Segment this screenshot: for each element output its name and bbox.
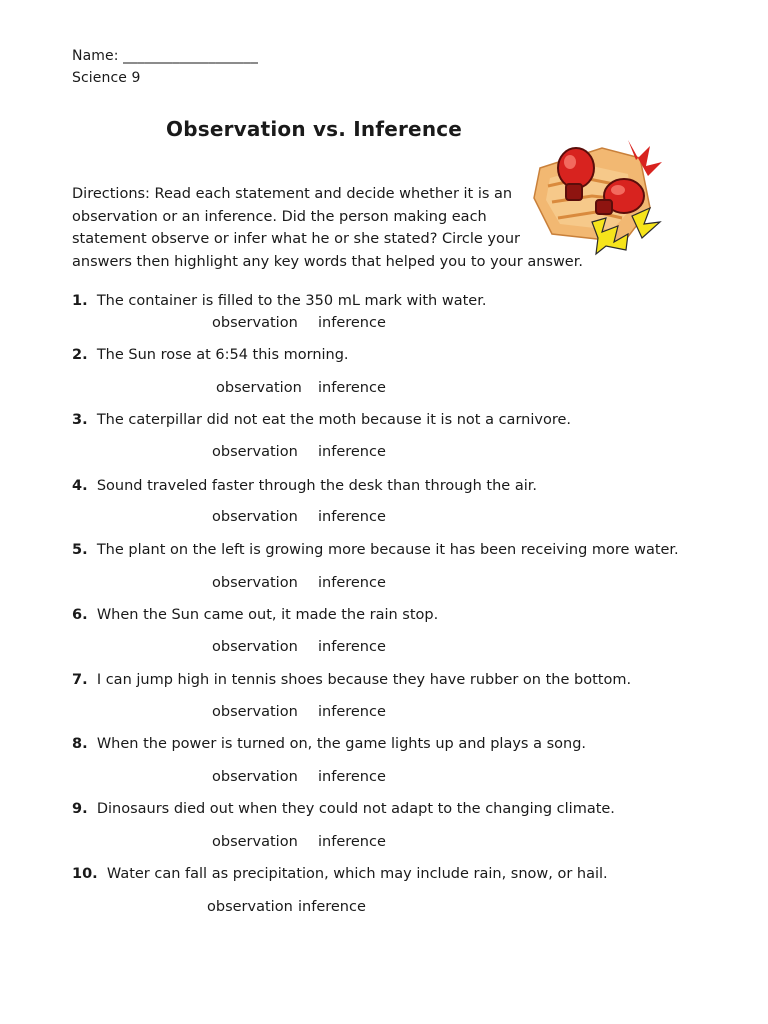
question-statement (72, 478, 537, 494)
class-label: Science 9 (72, 70, 141, 86)
choice-observation[interactable]: observation (212, 509, 298, 525)
question-text: When the power is turned on, the game lights up and plays a song. (96, 736, 587, 752)
question-statement (72, 736, 586, 752)
question-statement (72, 347, 349, 363)
page-title: Observation vs. Inference (166, 117, 463, 141)
choice-inference[interactable]: inference (318, 704, 386, 720)
question-number: 9. (72, 801, 88, 817)
question-text: Sound traveled faster through the desk than through the air. (96, 478, 537, 494)
question-statement (72, 672, 631, 688)
question-text: The plant on the left is growing more because it has been receiving more water. (96, 542, 679, 558)
choice-inference[interactable]: inference (318, 444, 386, 460)
question-statement (72, 542, 679, 558)
choice-inference[interactable]: inference (318, 509, 386, 525)
question-text: The caterpillar did not eat the moth because it is not a carnivore. (96, 412, 571, 428)
question-text: The Sun rose at 6:54 this morning. (96, 347, 349, 363)
choice-observation[interactable]: observation (207, 899, 293, 915)
choice-observation[interactable]: observation (212, 315, 298, 331)
choice-observation[interactable]: observation (212, 704, 298, 720)
choice-inference[interactable]: inference (318, 315, 386, 331)
choice-observation[interactable]: observation (212, 834, 298, 850)
question-number: 3. (72, 412, 88, 428)
question-text: Water can fall as precipitation, which may include rain, snow, or hail. (106, 866, 608, 882)
question-statement (72, 293, 486, 309)
directions-line: answers then highlight any key words that helped you to your answer. (72, 253, 583, 270)
choice-observation[interactable]: observation (212, 575, 298, 591)
question-number: 6. (72, 607, 88, 623)
question-statement (72, 801, 615, 817)
question-number: 5. (72, 542, 88, 558)
question-statement (72, 866, 608, 882)
choice-observation[interactable]: observation (212, 639, 298, 655)
question-number: 7. (72, 672, 88, 688)
choice-inference[interactable]: inference (318, 380, 386, 396)
question-number: 10. (72, 866, 98, 882)
question-number: 8. (72, 736, 88, 752)
choice-inference[interactable]: inference (298, 899, 366, 915)
choice-inference[interactable]: inference (318, 575, 386, 591)
question-statement (72, 412, 571, 428)
choice-observation[interactable]: observation (216, 380, 302, 396)
choice-observation[interactable]: observation (212, 769, 298, 785)
choice-inference[interactable]: inference (318, 834, 386, 850)
question-number: 1. (72, 293, 88, 309)
choice-inference[interactable]: inference (318, 639, 386, 655)
directions-line: statement observe or infer what he or she stated? Circle your (72, 231, 520, 247)
choice-inference[interactable]: inference (318, 769, 386, 785)
name-field-label: Name: ___________________ (72, 48, 258, 64)
directions-line: Directions: Read each statement and decide whether it is an (72, 186, 513, 202)
question-number: 2. (72, 347, 88, 363)
directions-line: observation or an inference. Did the person making each (72, 208, 487, 225)
directions-text (72, 183, 583, 273)
question-text: When the Sun came out, it made the rain stop. (96, 607, 439, 623)
question-text: I can jump high in tennis shoes because they have rubber on the bottom. (96, 672, 632, 688)
question-text: The container is filled to the 350 mL mark with water. (96, 293, 487, 309)
question-number: 4. (72, 478, 88, 494)
question-text: Dinosaurs died out when they could not adapt to the changing climate. (96, 801, 615, 817)
choice-observation[interactable]: observation (212, 444, 298, 460)
question-statement (72, 607, 438, 623)
